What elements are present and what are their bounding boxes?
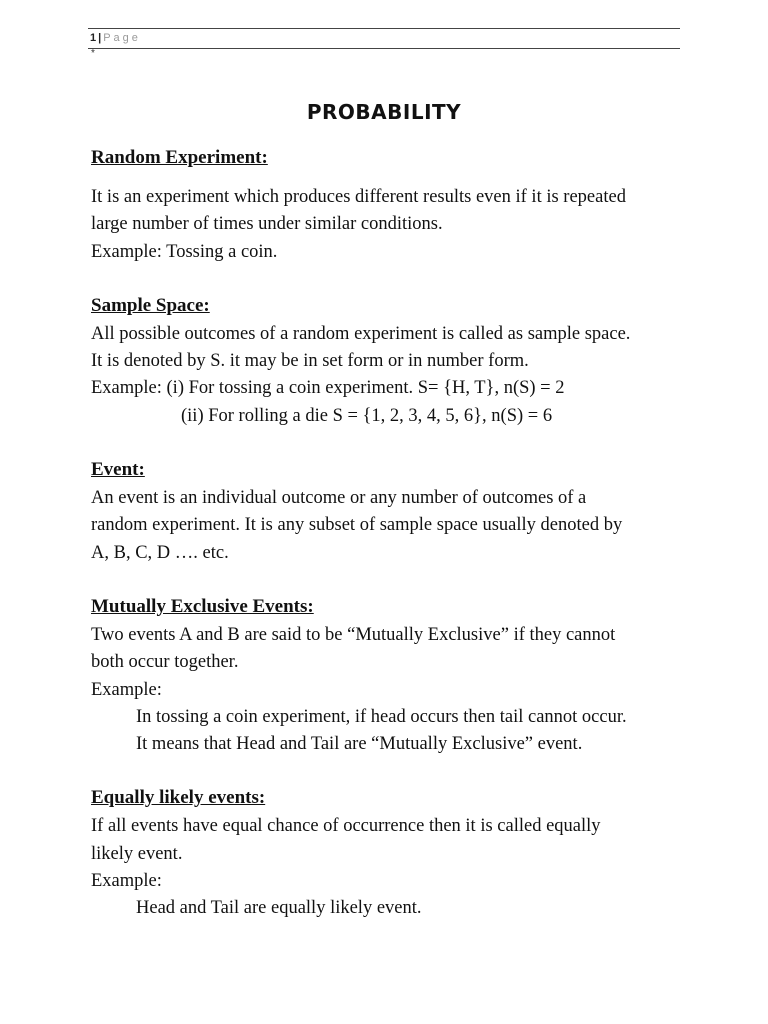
paragraph-line: random experiment. It is any subset of sample space usually denoted by [91, 515, 623, 536]
paragraph-line: All possible outcomes of a random experiment is called as sample space. [91, 323, 631, 344]
section-sample-space [91, 294, 691, 430]
paragraph-line: likely event. [91, 843, 183, 864]
page-title: PROBABILITY [306, 100, 462, 124]
paragraph-line: A, B, C, D …. etc. [91, 542, 229, 563]
paragraph-line: Two events A and B are said to be “Mutually Exclusive” if they cannot [91, 624, 616, 645]
paragraph-line: If all events have equal chance of occurrence then it is called equally [91, 816, 601, 837]
paragraph-line: It means that Head and Tail are “Mutually Exclusive” event. [136, 734, 583, 755]
paragraph-line: It is denoted by S. it may be in set form or in number form. [91, 351, 529, 372]
section-heading: Event: [91, 459, 145, 481]
paragraph-line: (ii) For rolling a die S = {1, 2, 3, 4, 5, 6}, n(S) = 6 [181, 405, 553, 426]
section-event [91, 458, 691, 567]
section-heading: Equally likely events: [91, 787, 266, 809]
page-label: Page [103, 32, 141, 44]
paragraph-line: It is an experiment which produces different results even if it is repeated [91, 187, 626, 207]
page-header [90, 31, 141, 45]
paragraph-line: Head and Tail are equally likely event. [136, 898, 422, 919]
paragraph-line: large number of times under similar conditions. [91, 214, 443, 235]
section-heading: Random Experiment: [91, 147, 268, 168]
page-number: 1 [90, 32, 97, 44]
section-heading: Mutually Exclusive Events: [91, 595, 314, 617]
header-bottom-rule [88, 48, 680, 49]
document-body [91, 146, 691, 923]
paragraph-line: Example: (i) For tossing a coin experiment. S= {H, T}, n(S) = 2 [91, 378, 565, 399]
paragraph-line: An event is an individual outcome or any number of outcomes of a [91, 488, 587, 509]
section-random-experiment [91, 146, 691, 266]
paragraph-line: In tossing a coin experiment, if head occurs then tail cannot occur. [136, 706, 627, 727]
header-mark: * [91, 48, 95, 59]
page-separator: | [98, 32, 102, 44]
section-equally-likely-events [91, 786, 691, 922]
section-mutually-exclusive-events [91, 595, 691, 758]
section-heading: Sample Space: [91, 294, 210, 316]
header-top-rule [88, 28, 680, 29]
paragraph-line: Example: [91, 679, 162, 700]
paragraph-line: Example: Tossing a coin. [91, 241, 278, 262]
paragraph-line: Example: [91, 871, 162, 892]
paragraph-line: both occur together. [91, 652, 239, 673]
